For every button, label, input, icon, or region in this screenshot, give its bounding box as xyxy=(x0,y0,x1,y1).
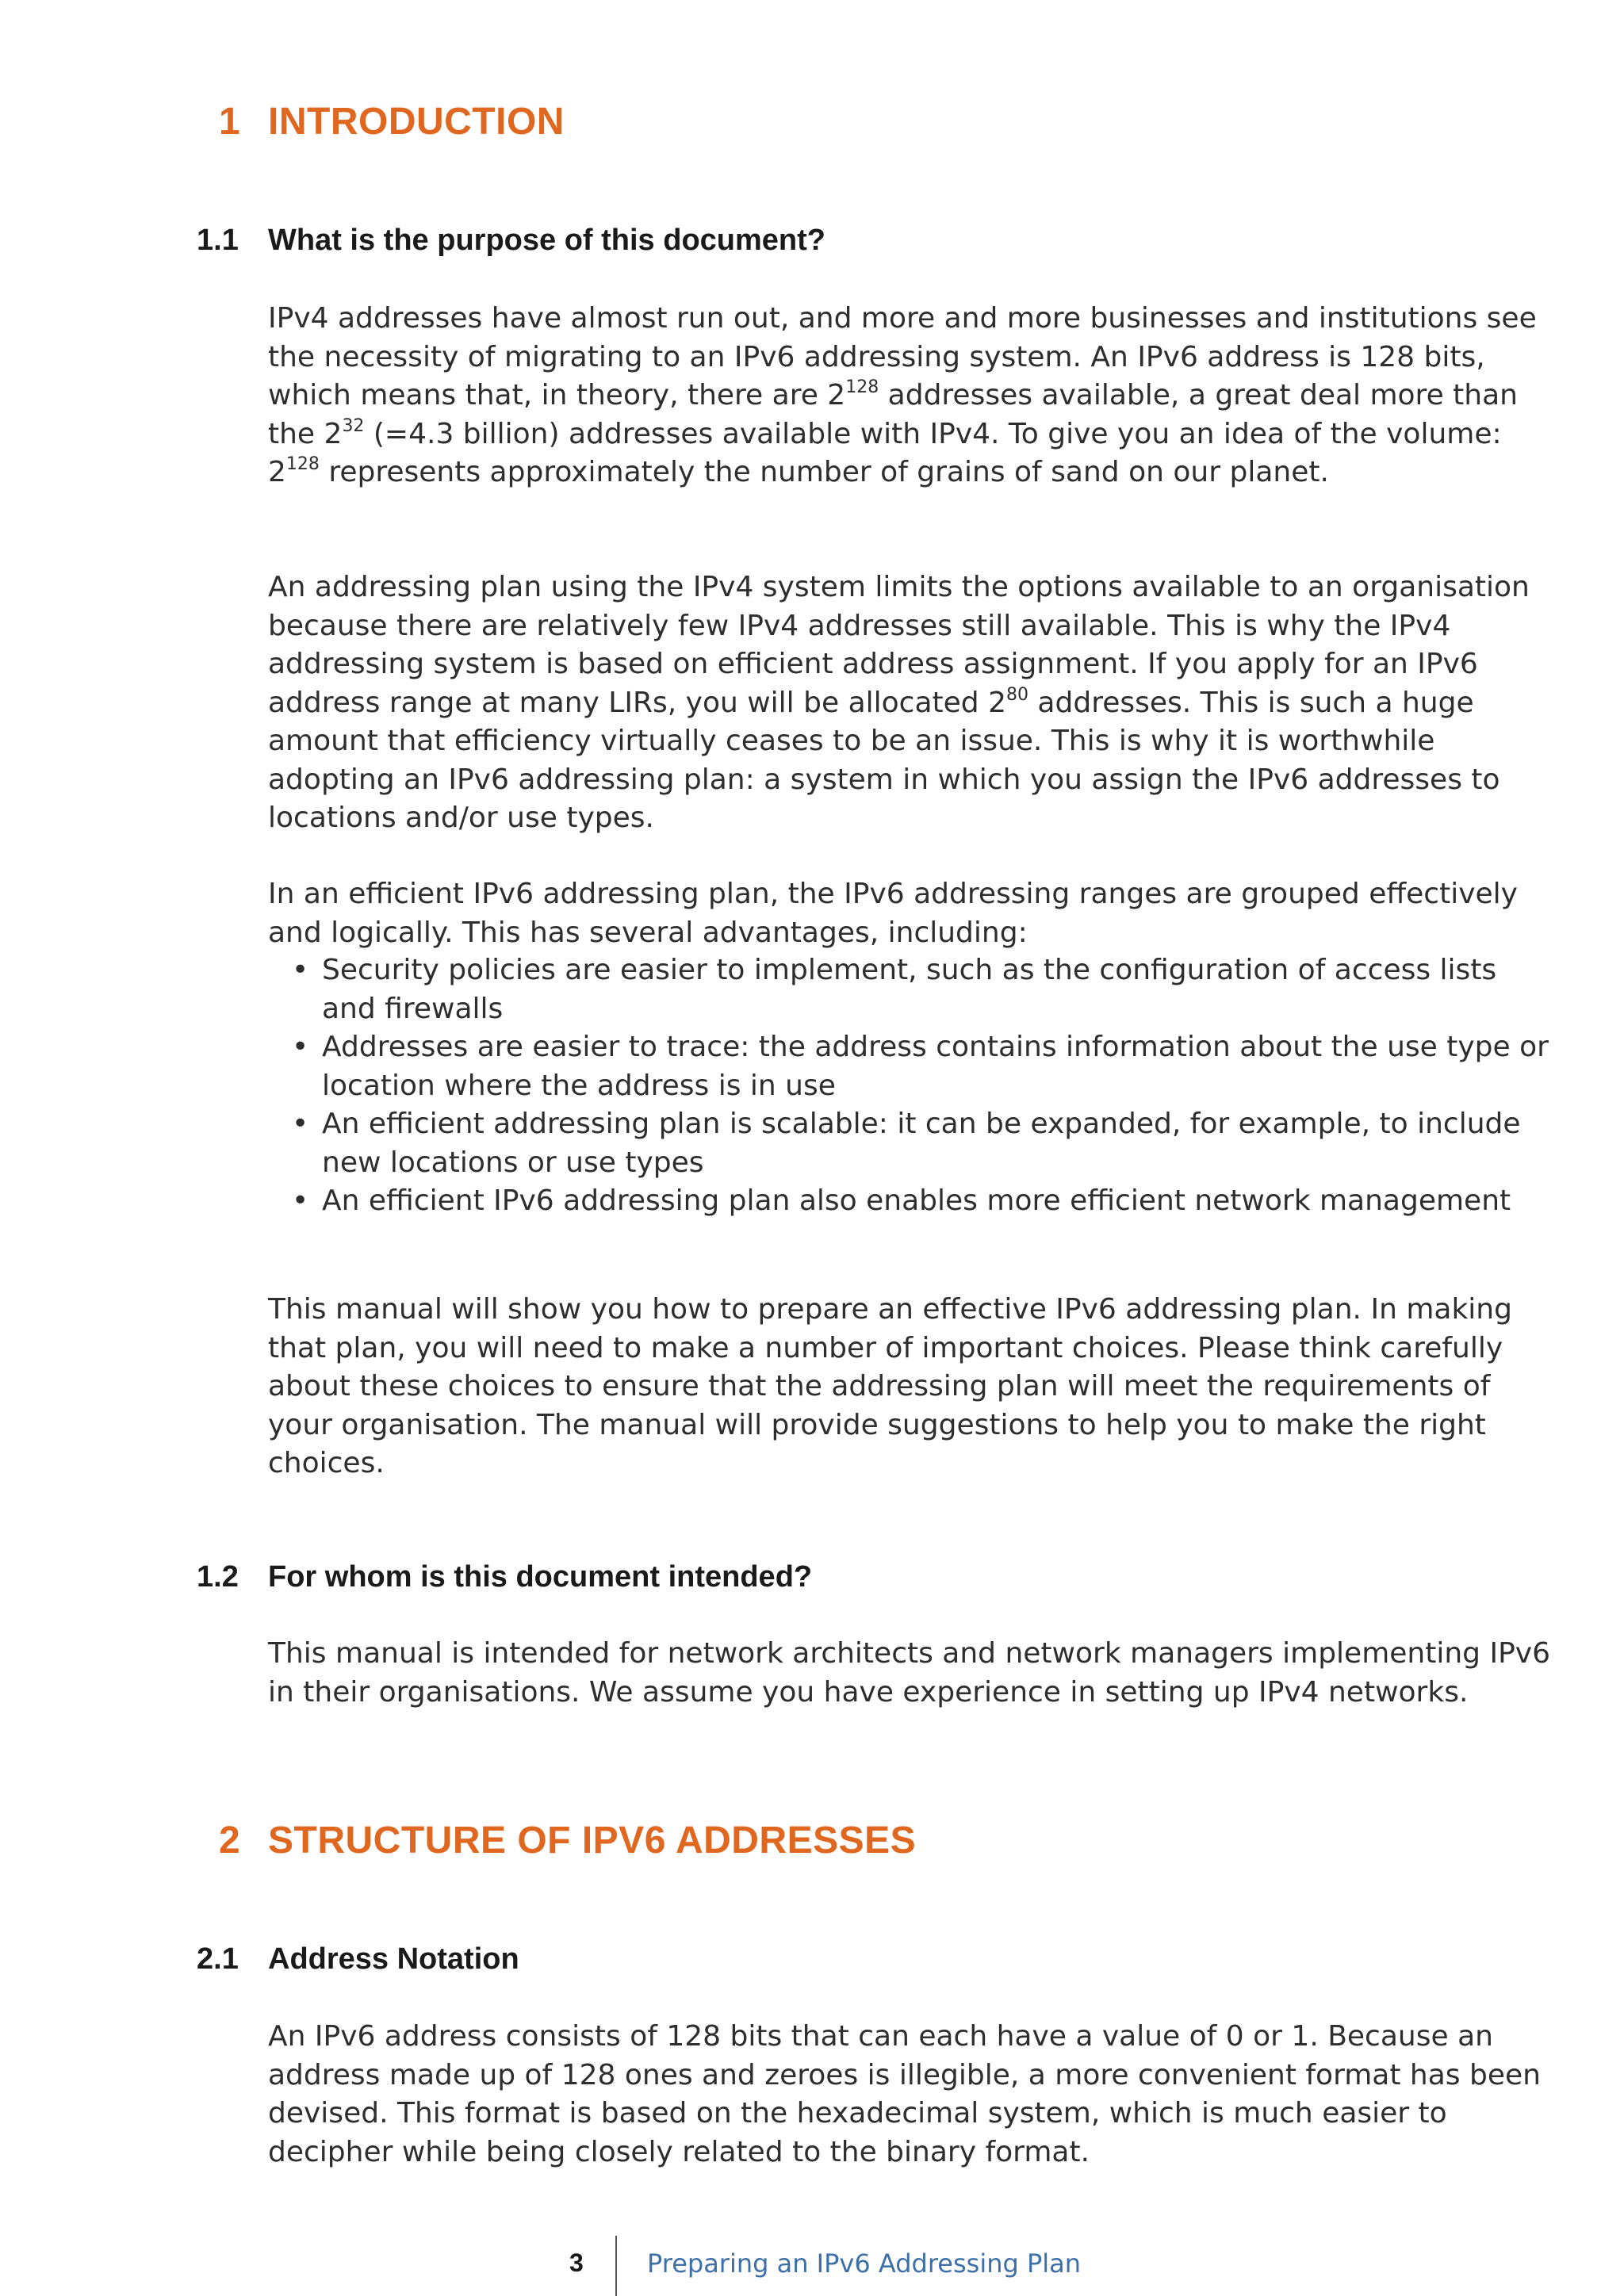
exponent: 128 xyxy=(845,377,879,397)
subsection-title: Address Notation xyxy=(268,1942,519,1976)
paragraph-manual-overview: This manual will show you how to prepare an effective IPv6 addressing plan. In making that plan, you will need to make a number of important choices. Please think carefully about these choices to ensure that the addressing plan will meet the requirements of your organisation. The manual will provide suggestions to help you to make the right choices. xyxy=(268,1293,1512,1479)
exponent: 128 xyxy=(285,454,320,474)
section-number: 2 xyxy=(219,1820,241,1862)
exponent: 32 xyxy=(342,415,365,436)
subsection-number: 2.1 xyxy=(197,1942,239,1976)
footer-document-title: Preparing an IPv6 Addressing Plan xyxy=(647,2248,1082,2279)
list-item: • Security policies are easier to implement, such as the configuration of access lists and firewalls xyxy=(268,951,1553,1028)
list-item: • An efficient IPv6 addressing plan also enables more efficient network management xyxy=(268,1182,1553,1221)
section-title: INTRODUCTION xyxy=(268,101,565,143)
exponent: 80 xyxy=(1005,684,1028,705)
list-item: • An efficient addressing plan is scalable: it can be expanded, for example, to include new locations or use types xyxy=(268,1105,1553,1182)
bullet-glyph: • xyxy=(292,954,309,986)
subsection-title: What is the purpose of this document? xyxy=(268,224,825,257)
footer-divider xyxy=(615,2236,617,2296)
page-number: 3 xyxy=(569,2248,584,2277)
subsection-title: For whom is this document intended? xyxy=(268,1560,813,1594)
subsection-number: 1.1 xyxy=(197,224,239,257)
paragraph-address-notation: An IPv6 address consists of 128 bits that can each have a value of 0 or 1. Because an address made up of 128 ones and zeroes is illegible, a more convenient format has been devised. This format is based on the hexadecimal system, which is much easier to decipher while being closely related to the binary format. xyxy=(268,2020,1541,2168)
bullet-glyph: • xyxy=(292,1108,309,1140)
paragraph-efficient-plan: In an efficient IPv6 addressing plan, the IPv6 addressing ranges are grouped effectively and logically. This has several advantages, including: xyxy=(268,878,1518,949)
paragraph-ipv4-limits: An addressing plan using the IPv4 system limits the options available to an organisation because there are relatively few IPv4 addresses still available. This is why the IPv4 addressing system is based on efficient address assignment. If you apply for an IPv6 address range at many LIRs, you will be allocated $2^{80}$ addresses. This is such a huge amount that efficiency virtually ceases to be an issue. This is why it is worthwhile adopting an IPv6 addressing plan: a system in which you assign the IPv6 addresses to locations and/or use types. xyxy=(268,571,1530,834)
bullet-glyph: • xyxy=(292,1184,309,1217)
paragraph-intended-audience: This manual is intended for network architects and network managers implementing IPv6 in their organisations. We assume you have experience in setting up IPv4 networks. xyxy=(268,1637,1550,1709)
advantages-list xyxy=(268,951,1553,1221)
section-title: STRUCTURE OF IPV6 ADDRESSES xyxy=(268,1820,917,1862)
section-number: 1 xyxy=(219,101,241,143)
list-item: • Addresses are easier to trace: the address contains information about the use type or location where the address is in use xyxy=(268,1028,1553,1105)
subsection-number: 1.2 xyxy=(197,1560,239,1594)
paragraph-ipv4-running-out: IPv4 addresses have almost run out, and more and more businesses and institutions see the necessity of migrating to an IPv6 addressing system. An IPv6 address is 128 bits, which means that, in theory, there are $2^{128}$ addresses available, a great deal more than the $2^{32}$ (=4.3 billion) addresses available with IPv4. To give you an idea of the volume: $2^{128}$ represents approximately the number of grains of sand on our planet. xyxy=(268,302,1537,488)
bullet-glyph: • xyxy=(292,1031,309,1063)
